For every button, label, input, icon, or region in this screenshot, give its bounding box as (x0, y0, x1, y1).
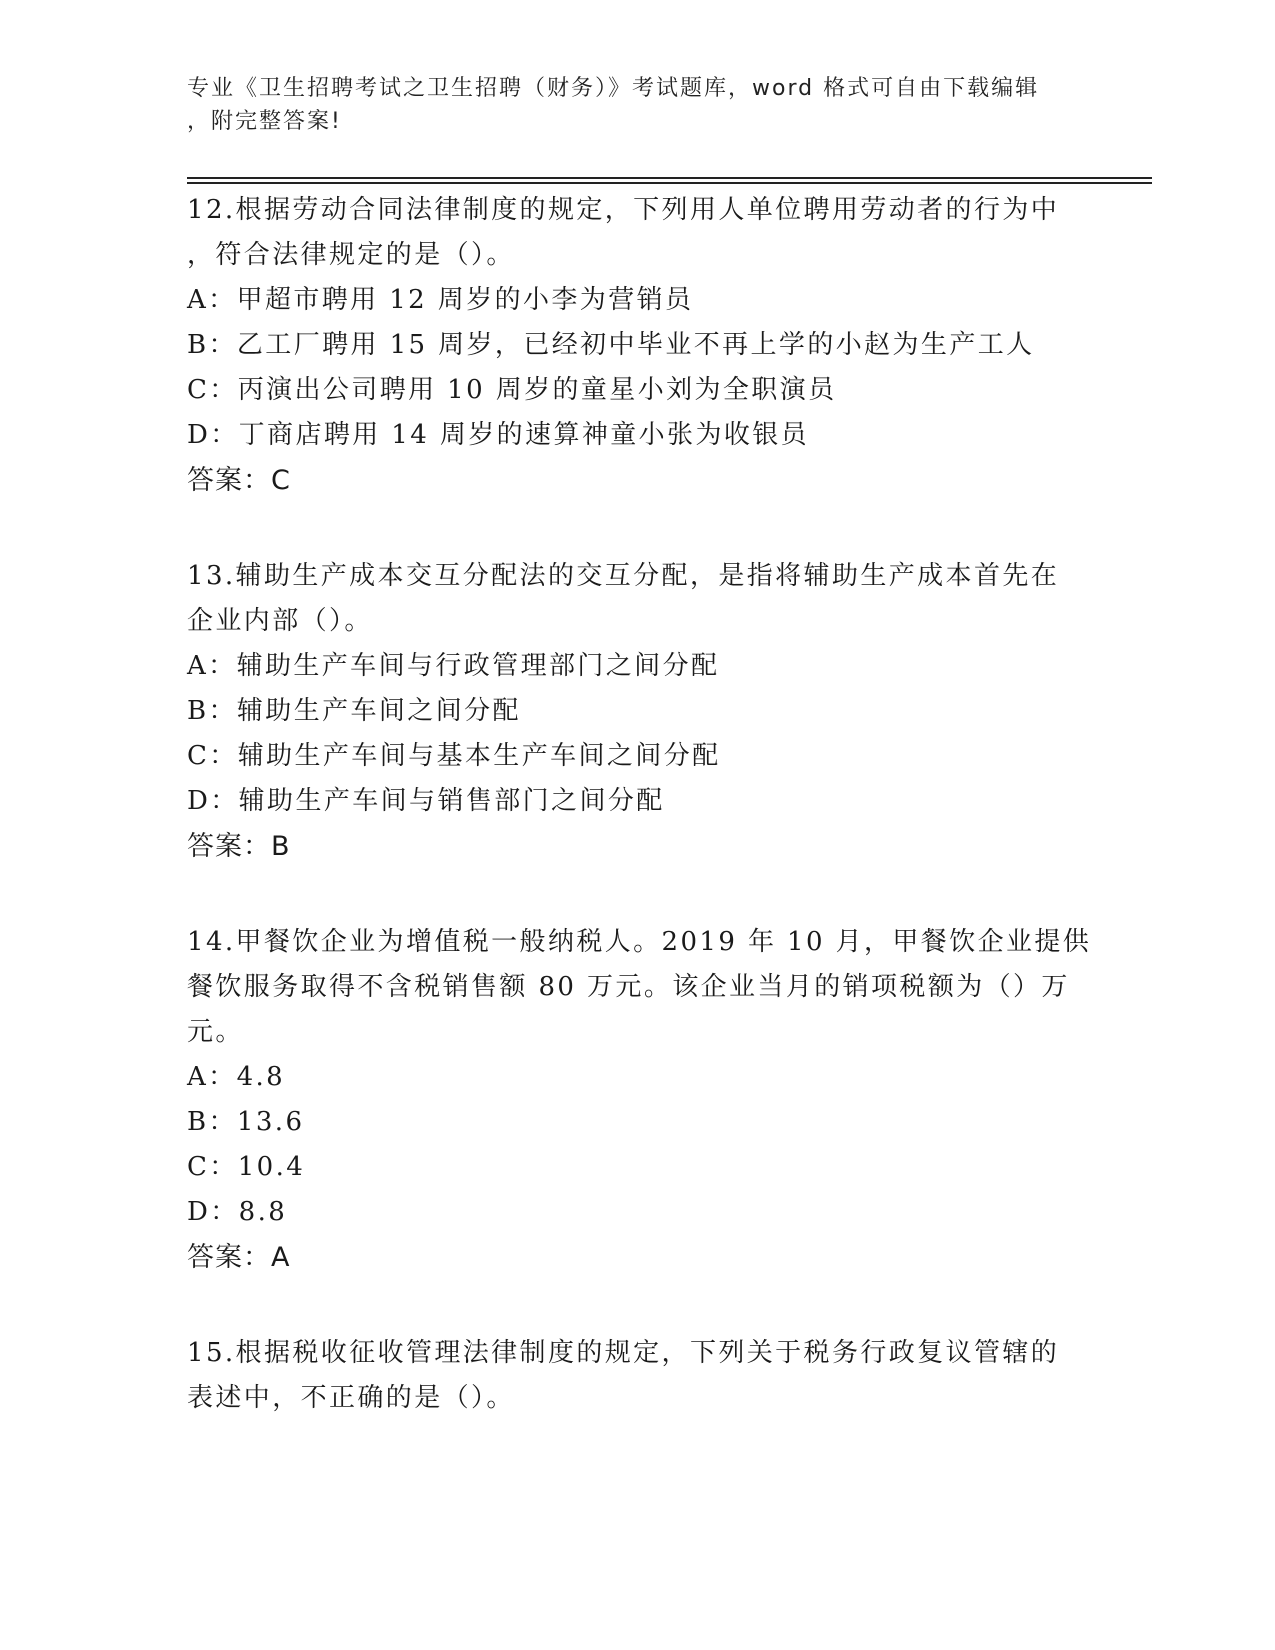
question-stem-line: 餐饮服务取得不含税销售额 80 万元。该企业当月的销项税额为（）万 (187, 972, 1070, 1002)
question-stem-line: 元。 (187, 1017, 244, 1047)
question-14 (187, 920, 1092, 1281)
question-stem-line: 企业内部（）。 (187, 606, 373, 636)
question-stem-line: 14.甲餐饮企业为增值税一般纳税人。2019 年 10 月，甲餐饮企业提供 (187, 927, 1092, 957)
option-b: B：乙工厂聘用 15 周岁，已经初中毕业不再上学的小赵为生产工人 (187, 330, 1035, 360)
option-d: D：8.8 (187, 1197, 288, 1227)
question-13 (187, 554, 1087, 870)
option-d: D：辅助生产车间与销售部门之间分配 (187, 786, 665, 816)
document-header (187, 72, 1067, 138)
question-stem-line: ，符合法律规定的是（）。 (187, 240, 515, 270)
answer-line: 答案：B (187, 831, 291, 862)
option-c: C：辅助生产车间与基本生产车间之间分配 (187, 741, 721, 771)
question-stem-line: 15.根据税收征收管理法律制度的规定，下列关于税务行政复议管辖的 (187, 1338, 1060, 1368)
option-a: A：辅助生产车间与行政管理部门之间分配 (187, 651, 720, 681)
option-b: B：辅助生产车间之间分配 (187, 696, 521, 726)
header-divider-bottom (187, 182, 1152, 184)
option-b: B：13.6 (187, 1107, 305, 1137)
question-stem-line: 表述中，不正确的是（）。 (187, 1383, 515, 1413)
option-a: A：4.8 (187, 1062, 286, 1092)
option-d: D：丁商店聘用 14 周岁的速算神童小张为收银员 (187, 420, 810, 450)
answer-line: 答案：A (187, 1242, 291, 1273)
header-line-1: 专业《卫生招聘考试之卫生招聘（财务）》考试题库，word 格式可自由下载编辑 (187, 76, 1040, 101)
answer-line: 答案：C (187, 465, 291, 496)
option-c: C：丙演出公司聘用 10 周岁的童星小刘为全职演员 (187, 375, 837, 405)
question-12 (187, 188, 1087, 504)
option-a: A：甲超市聘用 12 周岁的小李为营销员 (187, 285, 694, 315)
option-c: C：10.4 (187, 1152, 306, 1182)
question-stem-line: 13.辅助生产成本交互分配法的交互分配，是指将辅助生产成本首先在 (187, 561, 1060, 591)
header-line-2: ，附完整答案! (187, 109, 342, 134)
question-stem-line: 12.根据劳动合同法律制度的规定，下列用人单位聘用劳动者的行为中 (187, 195, 1060, 225)
header-divider-top (187, 177, 1152, 179)
question-15 (187, 1331, 1087, 1421)
